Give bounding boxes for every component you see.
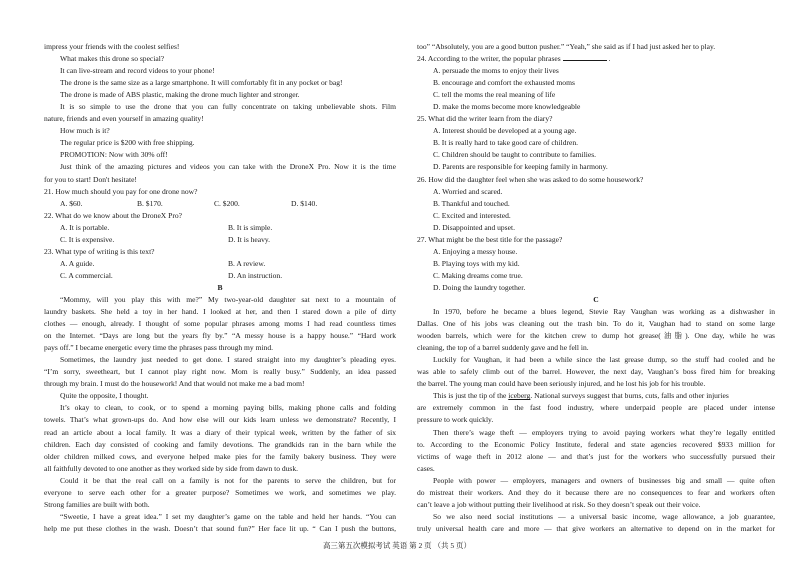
question-24-text: 24. According to the writer, the popular phrases: [417, 54, 561, 64]
question-23-stem: 23. What type of writing is this text?: [44, 246, 155, 256]
passage-line: Could it be that the real call on a family is not for the parents to serve the children, but for: [60, 475, 396, 485]
passage-text: This is just the tip of the: [433, 391, 507, 401]
passage-text: . National surveys suggest that burns, cuts, falls and other injuries: [530, 391, 729, 401]
passage-line: are extremely common in the fast food industry, where underpaid people are placed under intense: [417, 403, 775, 413]
option[interactable]: B. It is simple.: [228, 222, 273, 232]
passage-line: Sometimes, the laundry just needed to get done. I stared straight into my daughter’s pleading eyes.: [60, 355, 396, 365]
passage-line: towels. That’s what grown-ups do. And how else will our kids learn unless we demonstrate? Recently, I: [44, 415, 396, 425]
passage-line: People with power — employers, managers and owners of businesses big and small — quite often: [433, 475, 775, 485]
passage-line: Quite the opposite, I thought.: [60, 391, 149, 401]
section-c-heading: C: [593, 294, 599, 304]
option[interactable]: C. A commercial.: [60, 270, 113, 280]
option[interactable]: A. Enjoying a messy house.: [433, 246, 518, 256]
passage-line: on the Internet. “Days are long but the years fly by.” “A messy house is a happy house.” “Hard work: [44, 331, 396, 341]
option[interactable]: D. Disappointed and upset.: [433, 222, 515, 232]
passage-line: do mistreat their workers. And they do it because there are no consequences to fear and workers often: [417, 487, 775, 497]
passage-line: Strong families are built with both.: [44, 499, 150, 509]
option[interactable]: D. Parents are responsible for keeping family in harmony.: [433, 162, 608, 172]
question-22-options: [44, 234, 396, 246]
option[interactable]: D. make the moms become more knowledgeable: [433, 102, 581, 112]
option[interactable]: D. $140.: [291, 198, 318, 208]
option[interactable]: A. Worried and scared.: [433, 186, 503, 196]
ad-line: What makes this drone so special?: [60, 54, 165, 64]
ad-line: PROMOTION: Now with 30% off!: [60, 150, 168, 160]
passage-line: help me put these clothes in the wash. Doesn’t that sound fun?” Her face lit up. “ Can I push the buttons,: [44, 523, 396, 533]
passage-line: It’s okay to clean, to cook, or to spend a morning paying bills, making phone calls and folding: [60, 403, 396, 413]
option[interactable]: D. It is heavy.: [228, 234, 271, 244]
page-footer: 高三第五次模拟考试 英语 第 2 页 （共 5 页）: [322, 541, 472, 550]
right-column: [417, 41, 775, 535]
ad-line: The regular price is $200 with free shipping.: [60, 138, 195, 148]
option[interactable]: B. Playing toys with my kid.: [433, 258, 520, 268]
answer-blank[interactable]: [563, 53, 607, 61]
option[interactable]: D. Doing the laundry together.: [433, 282, 526, 292]
option[interactable]: A. It is portable.: [60, 222, 110, 232]
passage-line: “Mommy, will you play this with me?” My two-year-old daughter sat next to a mountain of: [60, 294, 396, 304]
passage-line: clothes — enough, already. I thought of some popular phrases among moms I had read countless times: [44, 319, 396, 329]
ad-line: It can live-stream and record videos to your phone!: [60, 66, 215, 76]
question-24-tail: .: [608, 54, 611, 64]
passage-line: “I’m sorry, sweetheart, but I cannot play right now. Mom is really busy.” Suddenly, an idea passed: [44, 367, 396, 377]
ad-line: Just think of the amazing pictures and videos you can take with the DroneX Pro. Now it is the time: [60, 162, 396, 172]
passage-line: laundry baskets. She held a toy in her hand. I looked at her, and then I stared down a pile of dirty: [44, 307, 396, 317]
passage-line: pays off.” I became energetic every time the phrases pass through my mind.: [44, 343, 273, 353]
option[interactable]: A. $60.: [60, 198, 83, 208]
passage-line: [417, 390, 775, 402]
passage-line: older children milked cows, and everyone helped make pies for the family bakery business. They were: [44, 451, 396, 461]
passage-line: Then there’s wage theft — employers trying to avoid paying workers what they’re legally entitled: [433, 427, 775, 437]
ad-line: It is so simple to use the drone that you can fully concentrate on taking unbelievable shots. Film: [60, 102, 396, 112]
passage-line: So we also need social institutions — a universal basic income, wage allowance, a job guarantee,: [433, 511, 775, 521]
option[interactable]: C. $200.: [214, 198, 240, 208]
question-21-options: [44, 198, 396, 210]
passage-line: “Sweetie, I have a great idea.” I set my daughter’s game on the table and held her hands. “You can: [60, 511, 396, 521]
option[interactable]: C. Children should be taught to contribute to families.: [433, 150, 597, 160]
option[interactable]: B. encourage and comfort the exhausted moms: [433, 78, 575, 88]
passage-line: In 1970, before he became a blues legend, Stevie Ray Vaughan was working as a dishwasher in: [433, 307, 775, 317]
option[interactable]: C. Excited and interested.: [433, 210, 511, 220]
passage-line: the barrel. The young man could have been seriously injured, and he lost his job for his trouble.: [417, 379, 706, 389]
ad-line: for you to start! Don't hesitate!: [44, 174, 137, 184]
question-21-stem: 21. How much should you pay for one drone now?: [44, 186, 198, 196]
option[interactable]: D. An instruction.: [228, 270, 283, 280]
question-23-options: [44, 258, 396, 270]
passage-line: everyone to serve each other for a greater purpose? Sometimes we work, and sometimes we play.: [44, 487, 396, 497]
left-column: [44, 41, 396, 535]
option[interactable]: C. Making dreams come true.: [433, 270, 523, 280]
passage-line: cases.: [417, 463, 435, 473]
passage-line: victims of wage theft in 2012 alone — and that’s just for the workers who successfully pursued their: [417, 451, 775, 461]
passage-line: truly universal health care and more — that give workers an alternative to depend on in the market for: [417, 523, 775, 533]
passage-line: to. According to the Economic Policy Institute, federal and state agencies recovered $933 million for: [417, 439, 775, 449]
underlined-word: iceberg: [508, 391, 531, 401]
passage-line: was able to safely climb out of the barrel. However, the next day, Vaughan’s boss fired him for breaking: [417, 367, 775, 377]
question-22-stem: 22. What do we know about the DroneX Pro?: [44, 210, 182, 220]
option[interactable]: A. A guide.: [60, 258, 95, 268]
option[interactable]: B. Thankful and touched.: [433, 198, 510, 208]
option[interactable]: C. tell the moms the real meaning of life: [433, 90, 556, 100]
section-b-heading: B: [217, 282, 223, 292]
option[interactable]: C. It is expensive.: [60, 234, 115, 244]
passage-line: read an article about a local family. It was a diary of their typical week, written by the father of six: [44, 427, 396, 437]
passage-line: all faithfully devoted to one another as they worked side by side from dawn to dusk.: [44, 463, 299, 473]
option[interactable]: B. It is really hard to take good care of children.: [433, 138, 579, 148]
passage-line: Luckily for Vaughan, it had been a while since the last grease dump, so the stuff had cooled and he: [433, 355, 775, 365]
question-25-stem: 25. What did the writer learn from the diary?: [417, 114, 553, 124]
ad-line: impress your friends with the coolest selfies!: [44, 42, 180, 51]
option[interactable]: A. persuade the moms to enjoy their lives: [433, 66, 559, 76]
question-24-stem: [417, 53, 775, 65]
passage-line: pressure to work quickly.: [417, 415, 494, 425]
ad-line: The drone is made of ABS plastic, making the drone much lighter and stronger.: [60, 90, 300, 100]
passage-line: through my brain. I must do the housework! And that would not make me a bad mom!: [44, 379, 305, 389]
passage-line: children. Each day consisted of cooking and family devotions. The grandkids ran in the barn while the: [44, 439, 396, 449]
passage-line: wooden barrels, which were for the kitchen crew to dump hot grease(油脂). One day, while he was: [417, 331, 775, 341]
option[interactable]: A. Interest should be developed at a young age.: [433, 126, 577, 136]
question-22-options: [44, 222, 396, 234]
passage-line: can’t leave a job without putting their livelihood at risk. So they doesn’t speak out their voice.: [417, 499, 701, 509]
ad-line: How much is it?: [60, 126, 110, 136]
option[interactable]: B. $170.: [137, 198, 163, 208]
ad-line: nature, friends and even yourself in amazing quality!: [44, 114, 204, 124]
question-27-stem: 27. What might be the best title for the passage?: [417, 234, 563, 244]
ad-line: The drone is the same size as a large smartphone. It will comfortably fit in any pocket or bag!: [60, 78, 343, 88]
question-26-stem: 26. How did the daughter feel when she was asked to do some housework?: [417, 174, 644, 184]
question-23-options: [44, 270, 396, 282]
passage-line: cleaning, the top of a barrel suddenly gave and he fell in.: [417, 343, 589, 353]
option[interactable]: B. A review.: [228, 258, 266, 268]
passage-line: too” “Absolutely, you are a good button pusher.” “Yeah,” she said as if I had just asked her to play.: [417, 42, 716, 51]
passage-line: Dallas. One of his jobs was cleaning out the trash bin. To do it, Vaughan had to stand on some large: [417, 319, 775, 329]
